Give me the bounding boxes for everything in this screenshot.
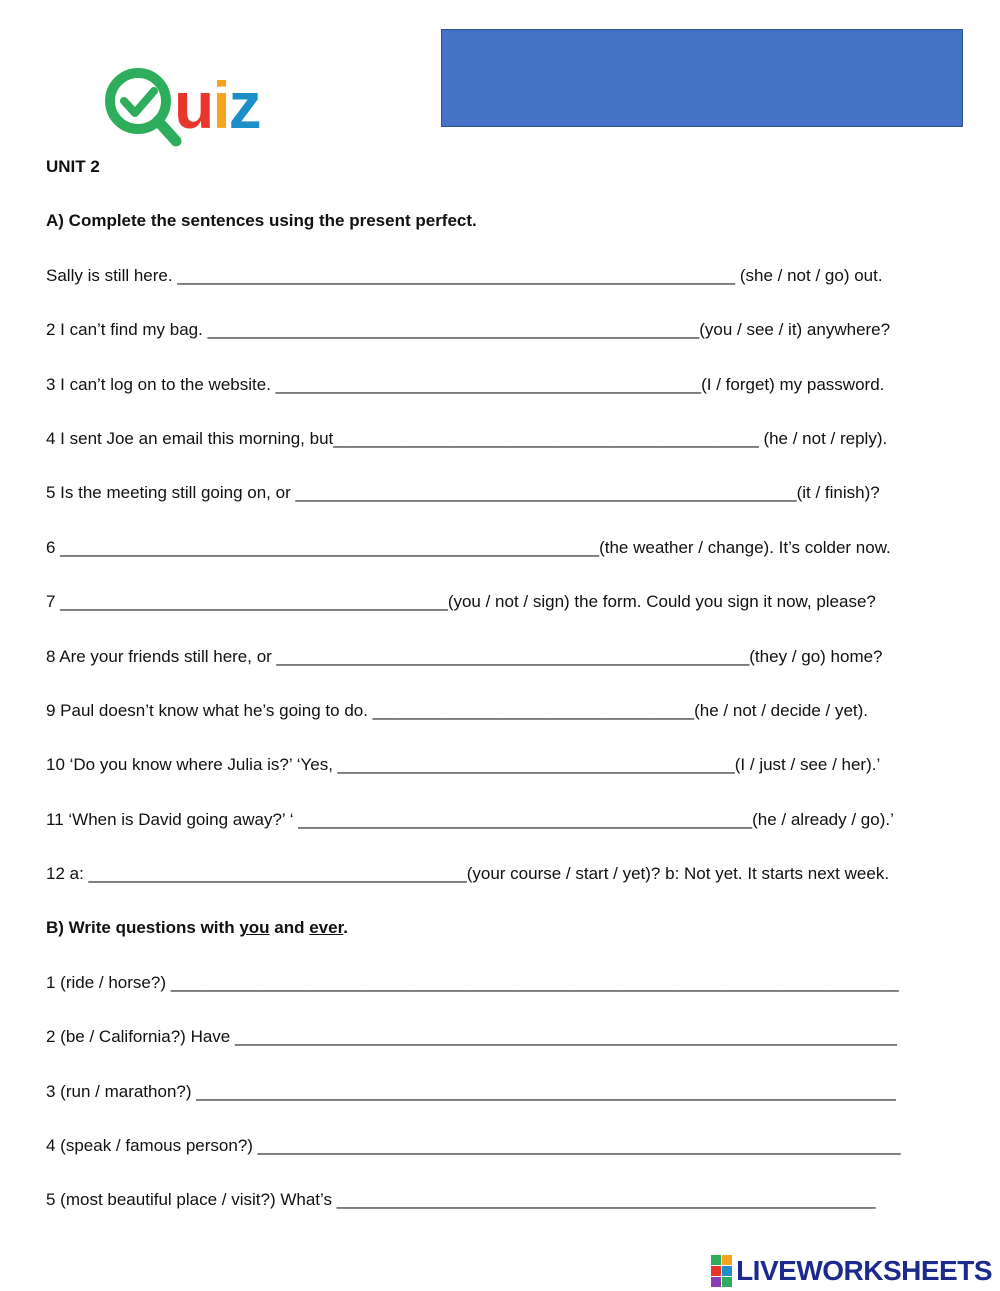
exercise-b-item[interactable]: 4 (speak / famous person?) ____________________________________________________________________ (46, 1136, 901, 1156)
exercise-a-item[interactable]: 5 Is the meeting still going on, or _____________________________________________________(it / finish)? (46, 483, 880, 503)
exercise-a-item[interactable]: 8 Are your friends still here, or __________________________________________________(they / go) home? (46, 646, 883, 666)
exercise-b-item[interactable]: 2 (be / California?) Have ______________________________________________________________________ (46, 1027, 897, 1047)
exercise-a-item[interactable]: 2 I can’t find my bag. ____________________________________________________(you / see / it) anywhere? (46, 320, 891, 340)
exercise-b-item[interactable]: 5 (most beautiful place / visit?) What’s _________________________________________________________ (46, 1190, 876, 1210)
exercise-a-item[interactable]: 6 _________________________________________________________(the weather / change). It’s colder now. (46, 537, 891, 557)
section-b-title-suffix: . (343, 918, 348, 938)
exercise-a-item[interactable]: 10 ‘Do you know where Julia is?’ ‘Yes, __________________________________________(I / just / see / her).’ (46, 755, 881, 775)
section-b-title-prefix: B) Write questions with (46, 918, 240, 938)
unit-title: UNIT 2 (46, 157, 100, 176)
header-color-box (441, 29, 963, 127)
exercise-b-item[interactable]: 1 (ride / horse?) _____________________________________________________________________________ (46, 972, 899, 992)
quiz-logo (100, 58, 280, 148)
exercise-a-item[interactable]: 3 I can’t log on to the website. _____________________________________________(I / forget) my password. (46, 374, 885, 394)
section-b-word-ever: ever (309, 918, 344, 938)
footer-brand: LIVEWORKSHEETS (736, 1255, 992, 1286)
exercise-a-item[interactable]: Sally is still here. ___________________________________________________________ (she / not / go) out. (46, 265, 883, 285)
logo-letter-z: z (228, 68, 260, 142)
section-a-list (46, 265, 946, 918)
logo-letter-u: u (174, 68, 213, 142)
magnifier-check-icon (100, 63, 180, 143)
exercise-a-item[interactable]: 12 a: ________________________________________(your course / start / yet)? b: Not yet. It starts next week. (46, 864, 890, 884)
logo-letters (174, 68, 260, 142)
worksheet-body (46, 156, 946, 1244)
section-b-title-mid: and (269, 918, 310, 938)
exercise-b-item[interactable]: 3 (run / marathon?) __________________________________________________________________________ (46, 1081, 896, 1101)
section-a-title: A) Complete the sentences using the present perfect. (46, 211, 477, 231)
section-b-list (46, 972, 946, 1244)
colored-squares-icon (711, 1255, 732, 1287)
section-b-title (46, 917, 946, 971)
exercise-a-item[interactable]: 11 ‘When is David going away?’ ‘ ________________________________________________(he / already / go).’ (46, 809, 894, 829)
section-b-word-you: you (239, 918, 270, 938)
exercise-a-item[interactable]: 7 _________________________________________(you / not / sign) the form. Could you sign it now, please? (46, 592, 876, 612)
liveworksheets-logo (711, 1255, 992, 1287)
exercise-a-item[interactable]: 9 Paul doesn’t know what he’s going to do. __________________________________(he / not / decide / yet). (46, 700, 869, 720)
logo-letter-i: i (212, 68, 229, 142)
exercise-a-item[interactable]: 4 I sent Joe an email this morning, but_____________________________________________ (he / not / reply). (46, 428, 888, 448)
